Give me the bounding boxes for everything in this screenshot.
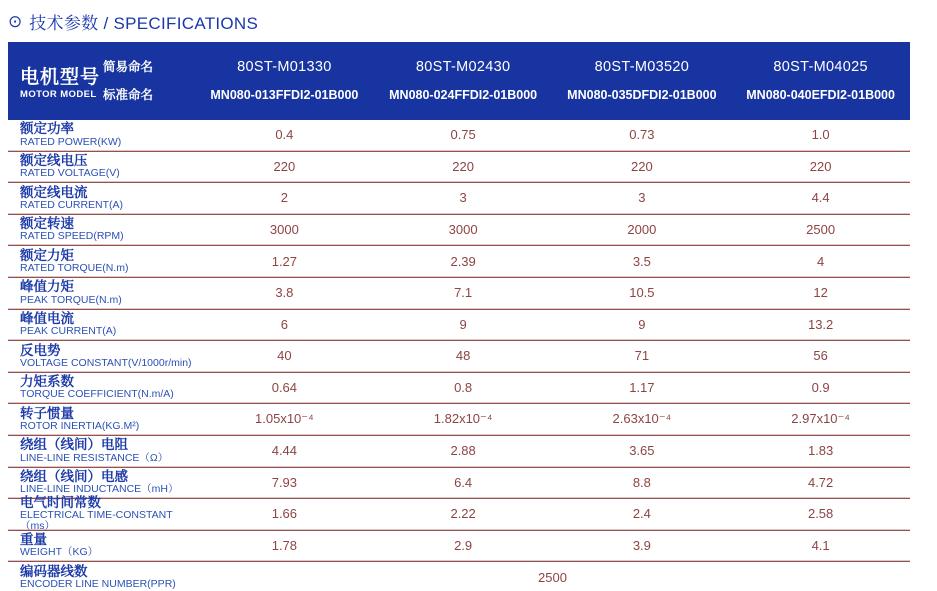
spec-value: 2.9: [454, 538, 473, 554]
spec-label: [8, 495, 195, 533]
spec-label-zh: 力矩系数: [20, 374, 74, 390]
spec-label-en: RATED POWER(KW): [20, 135, 122, 148]
spec-value: 3.9: [632, 538, 651, 554]
spec-label-zh: 峰值电流: [20, 311, 74, 327]
spec-label: [8, 564, 195, 591]
spec-row: [8, 373, 910, 403]
spec-label-en: RATED VOLTAGE(V): [20, 167, 120, 180]
spec-label-en: RATED CURRENT(A): [20, 198, 124, 211]
model-name: 80ST-M02430: [415, 58, 511, 75]
spec-value: 220: [809, 158, 832, 174]
spec-value: 2.39: [450, 253, 476, 269]
spec-row: [8, 436, 910, 466]
spec-value: 3: [638, 190, 646, 206]
spec-row: [8, 246, 910, 276]
spec-values: [195, 183, 910, 213]
spec-values: [195, 373, 910, 403]
spec-label-zh: 峰值力矩: [20, 279, 74, 295]
spec-row: [8, 120, 910, 150]
spec-values: [195, 152, 910, 182]
spec-value: 1.17: [629, 380, 655, 396]
spec-value: 8.8: [632, 474, 651, 490]
spec-label-zh: 绕组（线间）电阻: [20, 437, 128, 453]
spec-label: [8, 469, 195, 496]
spec-values: [195, 531, 910, 561]
standard-name: MN080-024FFDI2-01B000: [389, 87, 538, 102]
spec-value: 0.8: [454, 380, 473, 396]
spec-row: [8, 183, 910, 213]
spec-value: 2000: [627, 222, 657, 238]
page-title-text: 技术参数 / SPECIFICATIONS: [29, 14, 259, 33]
spec-value: 2.63x10⁻⁴: [612, 411, 672, 427]
spec-value: 56: [813, 348, 828, 364]
spec-value: 1.83: [807, 443, 834, 459]
spec-value: 40: [277, 348, 292, 364]
model-column: [731, 42, 910, 120]
spec-row: [8, 341, 910, 371]
spec-value: 1.05x10⁻⁴: [255, 411, 314, 427]
spec-value: 3: [459, 190, 467, 206]
spec-row: [8, 404, 910, 434]
spec-value: 4.44: [271, 443, 298, 459]
spec-value: 0.9: [811, 380, 830, 396]
spec-row: [8, 278, 910, 308]
spec-value: 2.22: [450, 506, 476, 522]
model-column: [553, 42, 732, 120]
spec-row: [8, 468, 910, 498]
spec-label-zh: 额定转速: [20, 216, 74, 232]
spec-label-en: TORQUE COEFFICIENT(N.m/A): [20, 388, 174, 401]
spec-value: 220: [273, 158, 296, 174]
spec-value: 0.75: [450, 127, 476, 143]
spec-label-en: LINE-LINE INDUCTANCE（mH）: [20, 483, 179, 496]
spec-row: [8, 531, 910, 561]
table-header: [8, 42, 910, 120]
spec-row: [8, 494, 910, 533]
spec-label-zh: 绕组（线间）电感: [20, 469, 128, 484]
spec-value: 3.5: [632, 253, 651, 269]
spec-values: [195, 404, 910, 434]
spec-value: 1.78: [271, 538, 298, 554]
motor-model-label-en: MOTOR MODEL: [20, 89, 97, 100]
spec-row: [8, 310, 910, 340]
spec-value: 48: [455, 348, 471, 364]
spec-value: 2: [280, 190, 288, 206]
spec-label-en: ELECTRICAL TIME-CONSTANT（ms）: [20, 508, 173, 533]
spec-label: [8, 185, 195, 212]
spec-value-merged: 2500: [538, 569, 567, 585]
spec-label-zh: 额定线电流: [20, 184, 88, 200]
standard-name: MN080-013FFDI2-01B000: [210, 87, 359, 102]
spec-label: [8, 216, 195, 243]
spec-label-en: RATED TORQUE(N.m): [20, 261, 129, 274]
spec-value: 6: [280, 316, 288, 332]
standard-name: MN080-040EFDI2-01B000: [746, 87, 895, 102]
spec-value: 4.4: [811, 190, 830, 206]
model-name: 80ST-M01330: [237, 58, 332, 75]
spec-label: [8, 406, 195, 433]
spec-row: [8, 562, 910, 591]
spec-label: [8, 121, 195, 148]
spec-value: 2500: [806, 222, 836, 238]
spec-values: [195, 246, 910, 276]
spec-label-en: ROTOR INERTIA(KG.M²): [20, 419, 140, 432]
spec-value: 1.82x10⁻⁴: [433, 411, 493, 427]
simple-name-label: 简易命名: [103, 60, 154, 74]
spec-label-zh: 额定力矩: [20, 247, 74, 263]
spec-label-zh: 重量: [20, 532, 47, 548]
naming-labels: [103, 42, 195, 120]
spec-label: [8, 532, 195, 559]
spec-value: 1.66: [271, 506, 298, 522]
spec-value: 6.4: [454, 474, 473, 490]
spec-value: 4.1: [811, 538, 830, 554]
spec-label: [8, 153, 195, 180]
spec-value: 2.4: [632, 506, 651, 522]
standard-name: MN080-035DFDI2-01B000: [567, 87, 717, 102]
spec-table: [8, 42, 910, 591]
spec-value: 4.72: [807, 474, 834, 490]
model-columns: [195, 42, 910, 120]
spec-label-zh: 额定功率: [20, 121, 74, 137]
spec-value: 13.2: [807, 316, 834, 332]
spec-label-zh: 转子惯量: [20, 405, 74, 421]
spec-value: 2.97x10⁻⁴: [791, 411, 850, 427]
spec-values: [195, 278, 910, 308]
spec-value: 4: [817, 253, 825, 269]
spec-values: [195, 120, 910, 150]
motor-model-cell: [8, 42, 103, 120]
spec-value: 220: [452, 158, 474, 174]
spec-value: 10.5: [629, 285, 655, 301]
motor-model-label-zh: 电机型号: [20, 67, 101, 88]
spec-label-zh: 反电势: [20, 342, 61, 358]
spec-value: 3000: [269, 222, 299, 238]
model-column: [195, 42, 374, 120]
page-title: [0, 0, 937, 42]
spec-values: [195, 215, 910, 245]
spec-value: 1.27: [271, 253, 298, 269]
spec-label-en: ENCODER LINE NUMBER(PPR): [20, 577, 176, 590]
spec-values: [195, 436, 910, 466]
spec-label-en: VOLTAGE CONSTANT(V/1000r/min): [20, 356, 192, 369]
spec-values: [195, 499, 910, 529]
spec-value: 1.0: [811, 127, 830, 143]
circle-dot-icon: ⊙: [8, 12, 23, 31]
spec-value: 12: [813, 285, 828, 301]
spec-value: 7.1: [454, 285, 473, 301]
spec-value: 2.58: [807, 506, 834, 522]
spec-value: 0.64: [271, 380, 298, 396]
spec-value: 3.8: [275, 285, 294, 301]
spec-value: 9: [638, 316, 646, 332]
spec-value: 9: [459, 316, 467, 332]
spec-values: [195, 341, 910, 371]
spec-label-en: WEIGHT（KG）: [20, 546, 99, 559]
spec-label-en: PEAK TORQUE(N.m): [20, 293, 122, 306]
model-name: 80ST-M04025: [773, 58, 868, 75]
spec-value: 7.93: [271, 474, 298, 490]
standard-name-label: 标准命名: [103, 88, 154, 102]
spec-label: [8, 311, 195, 338]
spec-row: [8, 215, 910, 245]
spec-value: 71: [634, 348, 650, 364]
spec-rows: [8, 120, 910, 591]
spec-label: [8, 248, 195, 275]
spec-value: 2.88: [450, 443, 476, 459]
spec-label: [8, 374, 195, 401]
model-name: 80ST-M03520: [594, 58, 690, 75]
spec-value: 0.4: [275, 127, 294, 143]
spec-values: [195, 468, 910, 498]
spec-value: 0.73: [629, 127, 655, 143]
spec-label: [8, 279, 195, 306]
model-column: [374, 42, 553, 120]
spec-label: [8, 437, 195, 464]
spec-row: [8, 152, 910, 182]
spec-label-zh: 额定线电压: [20, 153, 88, 169]
spec-label-en: PEAK CURRENT(A): [20, 325, 117, 338]
spec-label-zh: 编码器线数: [20, 563, 88, 579]
spec-label-zh: 电气时间常数: [20, 494, 101, 510]
spec-value: 3.65: [629, 443, 655, 459]
spec-label-en: LINE-LINE RESISTANCE（Ω）: [20, 451, 169, 464]
spec-label-en: RATED SPEED(RPM): [20, 230, 124, 243]
spec-value: 3000: [448, 222, 478, 238]
spec-value: 220: [631, 158, 653, 174]
spec-values: [195, 562, 910, 591]
spec-values: [195, 310, 910, 340]
spec-label: [8, 343, 195, 370]
